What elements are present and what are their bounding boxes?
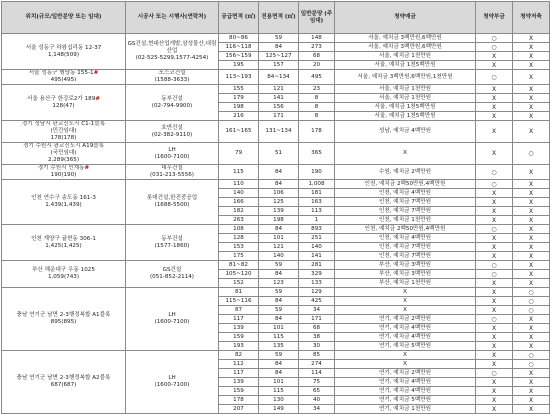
supply-area-cell: 263 <box>219 216 259 225</box>
savings-cell: X <box>513 189 550 198</box>
savings-cell: ○ <box>513 143 550 165</box>
supply-area-cell: 115 <box>219 165 259 180</box>
deposit-cell: 서울, 예치금 3백만원,6백만원 <box>335 34 476 43</box>
supply-area-cell: 105~120 <box>219 270 259 279</box>
deposit-cell: X <box>335 360 476 369</box>
deposit-cell: 서울, 예치금 1천5백만원 <box>335 61 476 70</box>
exclusive-area-cell: 121 <box>259 85 299 94</box>
location-text: 경기 수원시 광교신도시 A19블록 (국민임대) 2,289(365) <box>22 143 105 163</box>
savings-cell: ○ <box>513 360 550 369</box>
exclusive-area-cell: 84 <box>259 225 299 234</box>
savings-cell: X <box>513 279 550 288</box>
deposit-cell: 연기, 예치금 2백만원 <box>335 369 476 378</box>
savings-cell: X <box>513 342 550 351</box>
builder-cell: 동부건설 (1577-1860) <box>126 225 219 261</box>
general-sale-cell: 425 <box>299 297 335 306</box>
builder-cell: 호반건설 (02-382-9110) <box>126 121 219 143</box>
general-sale-cell: 113 <box>299 207 335 216</box>
savings-cell: X <box>513 378 550 387</box>
installment-cell: X <box>476 94 513 103</box>
exclusive-area-cell: 84 <box>259 315 299 324</box>
supply-area-cell: 139 <box>219 324 259 333</box>
deposit-cell: 수원, 예치금 2백만원 <box>335 165 476 180</box>
location-text: 서울 성동구 행당동 155-1 <box>28 70 94 76</box>
savings-cell: X <box>513 243 550 252</box>
exclusive-area-cell: 125~127 <box>259 52 299 61</box>
supply-area-cell: 87 <box>219 306 259 315</box>
savings-cell: X <box>513 234 550 243</box>
location-text: 경기 성남시 판교신도시 C1-1블록 (민간임대) 178(178) <box>21 121 106 141</box>
deposit-cell: 서울, 예치금 3백만원,6백만원,1천만원 <box>335 70 476 85</box>
exclusive-area-cell: 198 <box>259 216 299 225</box>
exclusive-area-cell: 84 <box>259 43 299 52</box>
general-sale-cell: 273 <box>299 43 335 52</box>
table-row <box>2 261 550 270</box>
deposit-cell: 성남, 예치금 4백만원 <box>335 121 476 143</box>
savings-cell: X <box>513 315 550 324</box>
location-cell <box>2 70 126 85</box>
installment-cell: X <box>476 252 513 261</box>
installment-cell: X <box>476 121 513 143</box>
deposit-cell: 인천, 예치금 2백50만원,4백만원 <box>335 225 476 234</box>
installment-cell: X <box>476 52 513 61</box>
general-sale-cell: 34 <box>299 306 335 315</box>
general-sale-cell: 365 <box>299 143 335 165</box>
installment-cell: X <box>476 333 513 342</box>
location-text: 경기 수원시 인계동 <box>37 165 85 171</box>
installment-cell: X <box>476 61 513 70</box>
general-sale-cell: 893 <box>299 225 335 234</box>
deposit-cell: 연기, 예치금 4백만원 <box>335 324 476 333</box>
general-sale-cell: 133 <box>299 279 335 288</box>
general-sale-cell: 129 <box>299 288 335 297</box>
supply-area-cell: 139 <box>219 378 259 387</box>
savings-cell: X <box>513 270 550 279</box>
installment-cell: X <box>476 198 513 207</box>
general-sale-cell: 495 <box>299 70 335 85</box>
location-cell <box>2 165 126 180</box>
general-sale-cell: 251 <box>299 234 335 243</box>
table-row <box>2 70 550 85</box>
savings-cell: X <box>513 252 550 261</box>
table-row <box>2 34 550 43</box>
exclusive-area-cell: 121 <box>259 243 299 252</box>
exclusive-area-cell: 106 <box>259 189 299 198</box>
builder-cell: LH (1600-7100) <box>126 143 219 165</box>
location-cell <box>2 261 126 288</box>
deposit-cell: 연기, 예치금 2백만원 <box>335 315 476 324</box>
savings-cell: X <box>513 94 550 103</box>
supply-area-cell: 117 <box>219 369 259 378</box>
deposit-cell: 서울, 예치금 3백만원,6백만원 <box>335 43 476 52</box>
header-row <box>2 2 550 34</box>
deposit-cell: 인천, 예치금 2백50만원,4백만원 <box>335 180 476 189</box>
general-sale-cell: 171 <box>299 315 335 324</box>
supply-area-cell: 216 <box>219 112 259 121</box>
deposit-cell: 서울, 예치금 1천만원 <box>335 85 476 94</box>
general-sale-cell: 68 <box>299 52 335 61</box>
location-text: 충남 연기군 남면 2-3행정복합 A2블록 687(687) <box>16 375 111 388</box>
supply-area-cell: 113~193 <box>219 70 259 85</box>
savings-cell: X <box>513 369 550 378</box>
header-exclusive-area: 전용면적 (㎡) <box>259 2 299 34</box>
header-supply-area: 공급면적 (㎡) <box>219 2 259 34</box>
savings-cell: X <box>513 165 550 180</box>
exclusive-area-cell: 171 <box>259 112 299 121</box>
savings-cell: X <box>513 61 550 70</box>
supply-area-cell: 198 <box>219 103 259 112</box>
supply-area-cell: 115~116 <box>219 297 259 306</box>
table-row <box>2 180 550 189</box>
exclusive-area-cell: 149 <box>259 405 299 414</box>
general-sale-cell: 1 <box>299 216 335 225</box>
installment-cell: X <box>476 288 513 297</box>
deposit-cell: 연기, 예치금 5백만원 <box>335 342 476 351</box>
deposit-cell: 서울, 예치금 1천5백만원 <box>335 103 476 112</box>
exclusive-area-cell: 59 <box>259 351 299 360</box>
general-sale-cell: 281 <box>299 261 335 270</box>
deposit-cell: 서울, 예치금 1천5백만원 <box>335 112 476 121</box>
general-sale-cell: 140 <box>299 243 335 252</box>
exclusive-area-cell: 115 <box>259 333 299 342</box>
builder-cell: 포스코건설 (1588-3633) <box>126 70 219 85</box>
table-row <box>2 143 550 165</box>
general-sale-cell: 181 <box>299 189 335 198</box>
apartment-supply-table <box>1 1 550 414</box>
header-builder: 시공사 또는 시행사(연락처) <box>126 2 219 34</box>
builder-cell: LH (1600-7100) <box>126 351 219 414</box>
savings-cell: X <box>513 121 550 143</box>
installment-cell: X <box>476 360 513 369</box>
installment-cell: X <box>476 306 513 315</box>
installment-cell: X <box>476 103 513 112</box>
savings-cell: ○ <box>513 297 550 306</box>
deposit-cell: 부산, 예치금 3백만원 <box>335 270 476 279</box>
installment-cell: X <box>476 112 513 121</box>
table-row <box>2 288 550 297</box>
installment-cell: ○ <box>476 261 513 270</box>
supply-area-cell: 182 <box>219 207 259 216</box>
exclusive-area-cell: 59 <box>259 34 299 43</box>
builder-cell: GS건설,현대산업개발,삼성물산,대림산업 (02-525-5299,1577-4254) <box>126 34 219 70</box>
header-installment: 청약부금 <box>476 2 513 34</box>
builder-cell: 롯데건설,한진중공업 (1688-5500) <box>126 180 219 225</box>
deposit-cell: 연기, 예치금 1천만원 <box>335 405 476 414</box>
exclusive-area-cell: 51 <box>259 143 299 165</box>
location-cell <box>2 121 126 143</box>
general-sale-cell: 65 <box>299 387 335 396</box>
general-sale-cell: 178 <box>299 121 335 143</box>
savings-cell: ○ <box>513 288 550 297</box>
installment-cell: X <box>476 216 513 225</box>
supply-area-cell: 207 <box>219 405 259 414</box>
exclusive-area-cell: 59 <box>259 306 299 315</box>
installment-cell: ○ <box>476 70 513 85</box>
installment-cell: X <box>476 189 513 198</box>
location-cell <box>2 225 126 261</box>
location-cell <box>2 351 126 414</box>
savings-cell: X <box>513 396 550 405</box>
supply-area-cell: 80~86 <box>219 34 259 43</box>
deposit-cell: 부산, 예치금 3백만원 <box>335 261 476 270</box>
general-sale-cell: 1,008 <box>299 180 335 189</box>
general-sale-cell: 190 <box>299 165 335 180</box>
exclusive-area-cell: 130 <box>259 396 299 405</box>
installment-cell: X <box>476 324 513 333</box>
savings-cell: X <box>513 387 550 396</box>
location-text: 서울 성동구 하왕십리동 12-37 1,148(509) <box>25 44 102 58</box>
general-sale-cell: 68 <box>299 324 335 333</box>
supply-area-cell: 82 <box>219 351 259 360</box>
table-row <box>2 351 550 360</box>
supply-area-cell: 112 <box>219 360 259 369</box>
hash-marker: # <box>95 95 100 102</box>
supply-area-cell: 110 <box>219 180 259 189</box>
installment-cell: ○ <box>476 270 513 279</box>
savings-cell: X <box>513 52 550 61</box>
location-count: 190(190) <box>50 172 77 178</box>
general-sale-cell: 163 <box>299 198 335 207</box>
savings-cell: X <box>513 207 550 216</box>
exclusive-area-cell: 131~134 <box>259 121 299 143</box>
table-row <box>2 121 550 143</box>
deposit-cell: 인천, 예치금 1천만원 <box>335 216 476 225</box>
savings-cell: X <box>513 225 550 234</box>
installment-cell: X <box>476 207 513 216</box>
exclusive-area-cell: 125 <box>259 198 299 207</box>
general-sale-cell: 141 <box>299 252 335 261</box>
builder-cell: GS건설 (051-852-2114) <box>126 261 219 288</box>
location-text: 서울 용산구 한강로2가 189 <box>27 95 96 102</box>
installment-cell: X <box>476 405 513 414</box>
deposit-cell: 연기, 예치금 4백만원 <box>335 333 476 342</box>
savings-cell: X <box>513 216 550 225</box>
installment-cell: ○ <box>476 180 513 189</box>
installment-cell: X <box>476 396 513 405</box>
exclusive-area-cell: 84 <box>259 360 299 369</box>
deposit-cell: 연기, 예치금 5백만원 <box>335 396 476 405</box>
general-sale-cell: 38 <box>299 333 335 342</box>
builder-cell: 대우건설 (031-213-5556) <box>126 165 219 180</box>
installment-cell: X <box>476 351 513 360</box>
general-sale-cell: 329 <box>299 270 335 279</box>
general-sale-cell: 85 <box>299 351 335 360</box>
deposit-cell: 연기, 예치금 4백만원 <box>335 378 476 387</box>
supply-area-cell: 152 <box>219 279 259 288</box>
general-sale-cell: 8 <box>299 94 335 103</box>
savings-cell: X <box>513 261 550 270</box>
exclusive-area-cell: 115 <box>259 387 299 396</box>
exclusive-area-cell: 101 <box>259 378 299 387</box>
location-text: 부산 해운대구 우동 1025 1,059(743) <box>32 267 95 280</box>
exclusive-area-cell: 101 <box>259 234 299 243</box>
general-sale-cell: 8 <box>299 103 335 112</box>
installment-cell: X <box>476 243 513 252</box>
exclusive-area-cell: 84 <box>259 369 299 378</box>
location-cell <box>2 180 126 225</box>
installment-cell: ○ <box>476 315 513 324</box>
exclusive-area-cell: 84 <box>259 297 299 306</box>
supply-area-cell: 175 <box>219 252 259 261</box>
installment-cell: X <box>476 342 513 351</box>
supply-area-cell: 155 <box>219 85 259 94</box>
location-text: 인천 연수구 송도동 161-3 1,439(1,439) <box>31 195 96 208</box>
deposit-cell: 서울, 예치금 1천만원 <box>335 94 476 103</box>
table-row <box>2 165 550 180</box>
exclusive-area-cell: 101 <box>259 324 299 333</box>
supply-area-cell: 79 <box>219 143 259 165</box>
general-sale-cell: 23 <box>299 85 335 94</box>
header-deposit: 청약예금 <box>335 2 476 34</box>
general-sale-cell: 148 <box>299 34 335 43</box>
exclusive-area-cell: 59 <box>259 261 299 270</box>
installment-cell: ○ <box>476 225 513 234</box>
savings-cell: X <box>513 43 550 52</box>
supply-area-cell: 161~165 <box>219 121 259 143</box>
exclusive-area-cell: 156 <box>259 103 299 112</box>
deposit-cell: 인천, 예치금 7백만원 <box>335 252 476 261</box>
supply-area-cell: 81~82 <box>219 261 259 270</box>
installment-cell: ○ <box>476 34 513 43</box>
location-cell <box>2 85 126 121</box>
supply-area-cell: 178 <box>219 396 259 405</box>
deposit-cell: 인천, 예치금 7백만원 <box>335 207 476 216</box>
savings-cell: ○ <box>513 306 550 315</box>
supply-area-cell: 166 <box>219 198 259 207</box>
exclusive-area-cell: 157 <box>259 61 299 70</box>
savings-cell: X <box>513 405 550 414</box>
supply-area-cell: 156~159 <box>219 52 259 61</box>
exclusive-area-cell: 84 <box>259 165 299 180</box>
installment-cell: X <box>476 143 513 165</box>
exclusive-area-cell: 135 <box>259 342 299 351</box>
deposit-cell: X <box>335 297 476 306</box>
installment-cell: X <box>476 234 513 243</box>
header-general-sale: 일반분양 (주 임대) <box>299 2 335 34</box>
installment-cell: ○ <box>476 43 513 52</box>
general-sale-cell: 75 <box>299 378 335 387</box>
savings-cell: X <box>513 34 550 43</box>
installment-cell: ○ <box>476 165 513 180</box>
exclusive-area-cell: 141 <box>259 94 299 103</box>
hash-marker: # <box>84 165 90 171</box>
general-sale-cell: 34 <box>299 405 335 414</box>
savings-cell: X <box>513 198 550 207</box>
builder-cell: LH (1600-7100) <box>126 288 219 351</box>
supply-area-cell: 116~118 <box>219 43 259 52</box>
location-count: 128(47) <box>52 102 75 109</box>
deposit-cell: 연기, 예치금 4백만원 <box>335 387 476 396</box>
savings-cell: X <box>513 70 550 85</box>
savings-cell: X <box>513 85 550 94</box>
savings-cell: ○ <box>513 351 550 360</box>
installment-cell: X <box>476 297 513 306</box>
deposit-cell: 인천, 예치금 4백만원 <box>335 189 476 198</box>
installment-cell: X <box>476 279 513 288</box>
savings-cell: X <box>513 333 550 342</box>
supply-area-cell: 159 <box>219 387 259 396</box>
exclusive-area-cell: 84 <box>259 270 299 279</box>
table-row <box>2 85 550 94</box>
supply-area-cell: 108 <box>219 225 259 234</box>
location-cell <box>2 288 126 351</box>
deposit-cell: 인천, 예치금 4백만원 <box>335 234 476 243</box>
supply-area-cell: 140 <box>219 189 259 198</box>
deposit-cell: 부산, 예치금 1천만원 <box>335 279 476 288</box>
table-row <box>2 225 550 234</box>
installment-cell: ○ <box>476 369 513 378</box>
supply-area-cell: 117 <box>219 315 259 324</box>
installment-cell: X <box>476 387 513 396</box>
deposit-cell: 서울, 예치금 1천만원 <box>335 52 476 61</box>
savings-cell: X <box>513 112 550 121</box>
location-cell <box>2 143 126 165</box>
supply-area-cell: 179 <box>219 94 259 103</box>
header-location: 위치(규모/일반분양 또는 임대) <box>2 2 126 34</box>
hash-marker: # <box>93 70 99 76</box>
supply-area-cell: 195 <box>219 61 259 70</box>
installment-cell: X <box>476 378 513 387</box>
supply-area-cell: 81 <box>219 288 259 297</box>
location-text: 충남 연기군 남면 2-3행정복합 A1블록 895(895) <box>16 312 111 325</box>
savings-cell: X <box>513 324 550 333</box>
deposit-cell: X <box>335 306 476 315</box>
deposit-cell: 인천, 예치금 7백만원 <box>335 243 476 252</box>
deposit-cell: 인천, 예치금 7백만원 <box>335 198 476 207</box>
supply-area-cell: 128 <box>219 234 259 243</box>
deposit-cell: X <box>335 143 476 165</box>
exclusive-area-cell: 59 <box>259 288 299 297</box>
general-sale-cell: 30 <box>299 342 335 351</box>
exclusive-area-cell: 139 <box>259 207 299 216</box>
savings-cell: X <box>513 180 550 189</box>
supply-area-cell: 159 <box>219 333 259 342</box>
general-sale-cell: 8 <box>299 112 335 121</box>
header-savings: 청약저축 <box>513 2 550 34</box>
supply-area-cell: 153 <box>219 243 259 252</box>
location-text: 인천 계양구 귤현동 306-1 1,425(1,425) <box>31 235 96 249</box>
exclusive-area-cell: 84 <box>259 180 299 189</box>
general-sale-cell: 274 <box>299 360 335 369</box>
deposit-cell: X <box>335 351 476 360</box>
supply-area-cell: 193 <box>219 342 259 351</box>
exclusive-area-cell: 123 <box>259 279 299 288</box>
location-count: 495(495) <box>50 77 77 83</box>
general-sale-cell: 20 <box>299 61 335 70</box>
installment-cell: X <box>476 85 513 94</box>
location-cell <box>2 34 126 70</box>
savings-cell: X <box>513 103 550 112</box>
builder-cell: 동부건설 (02-794-9900) <box>126 85 219 121</box>
general-sale-cell: 114 <box>299 369 335 378</box>
general-sale-cell: 40 <box>299 396 335 405</box>
deposit-cell: X <box>335 288 476 297</box>
exclusive-area-cell: 140 <box>259 252 299 261</box>
exclusive-area-cell: 84~134 <box>259 70 299 85</box>
